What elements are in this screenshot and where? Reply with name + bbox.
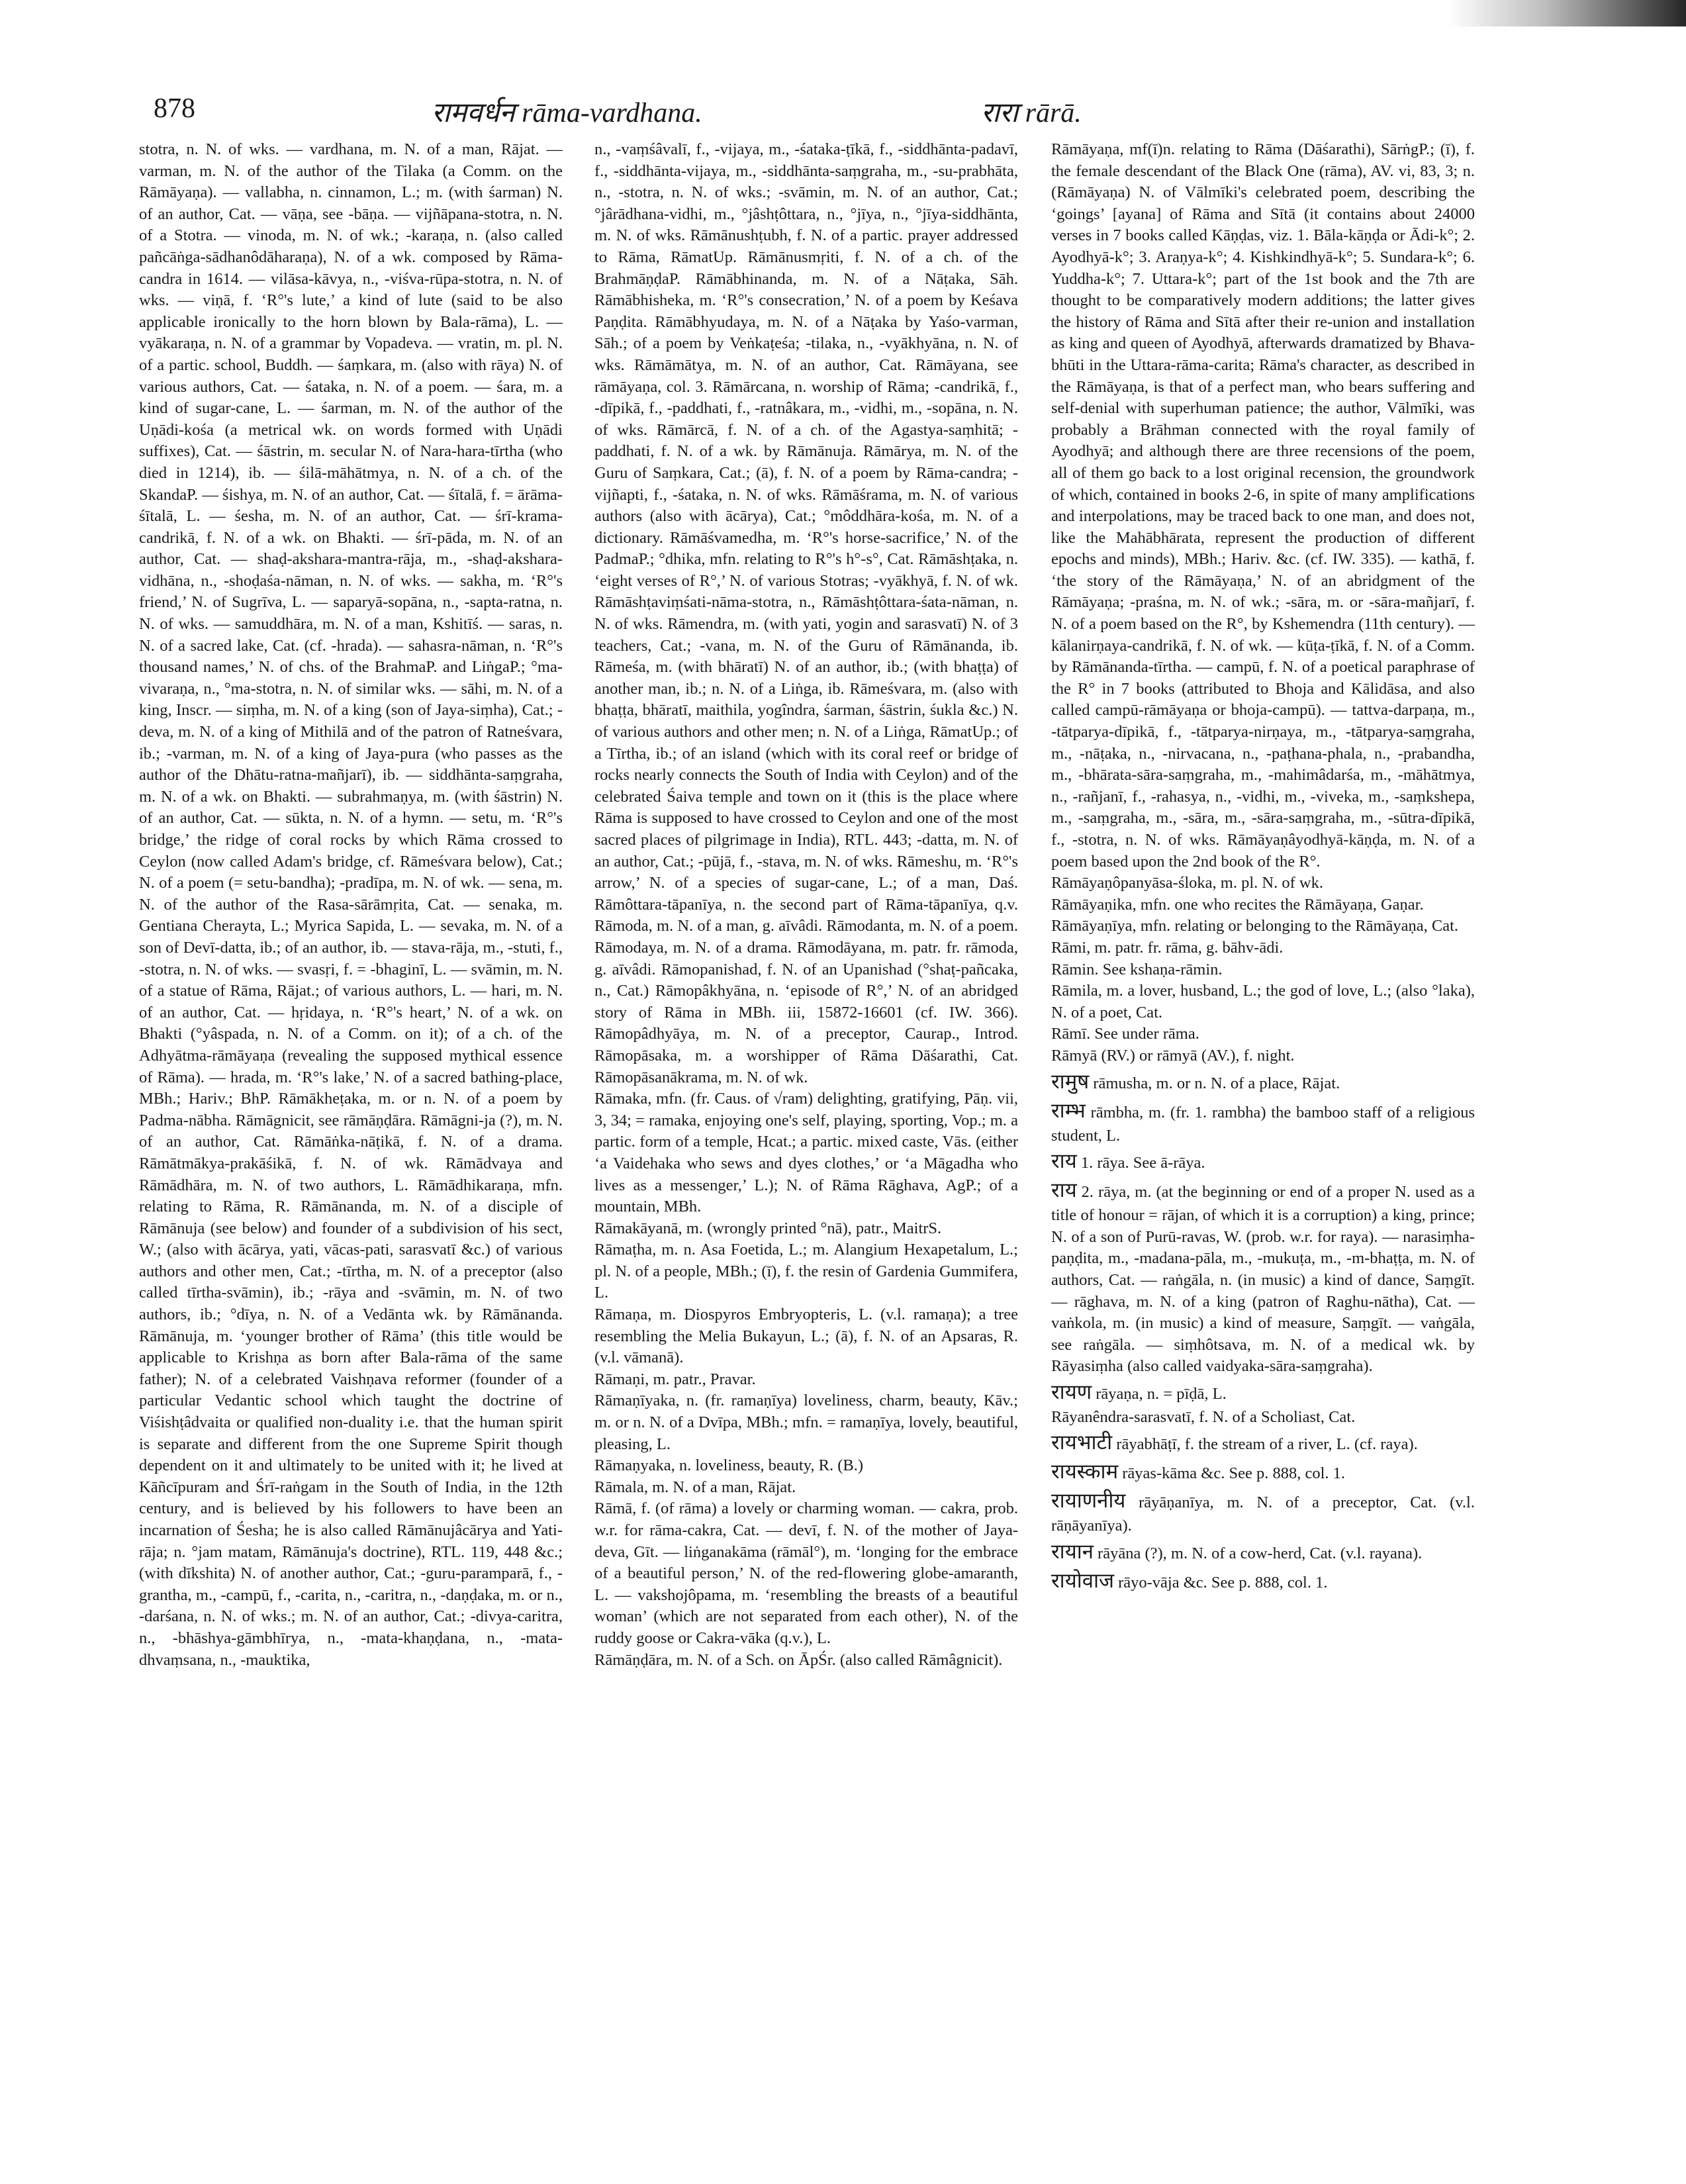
entry-paragraph: रामुष rāmusha, m. or n. N. of a place, Rājat.: [1051, 1069, 1340, 1093]
devanagari-headword: रायस्काम: [1051, 1460, 1119, 1484]
right-running-headword: रारा rārā.: [981, 98, 1082, 128]
entry-paragraph: n., -vaṃśâvalī, f., -vijaya, m., -śataka-ṭīkā, f., -siddhānta-padavī, f., -siddhānta-vijaya, m., -siddhānta-saṃgraha, m., -su-prabhāta, n., -stotra, n. N. of wks.; -svāmin, m. N. of an author, Cat.; °jârādhana-vidhi, m., °jâshṭôttara, n., °jīya, n., °jīya-siddhānta, m. N. of wks. Rāmānushṭubh, f. N. of a partic. prayer addressed to Rāma, RāmatUp. Rāmānusmṛiti, f. N. of a ch. of the BrahmāṇḍaP. Rāmābhinanda, m. N. of a Nāṭaka, Sāh. Rāmābhisheka, m. ‘R°'s consecration,’ N. of a poem by Keśava Paṇḍita. Rāmābhyudaya, m. N. of a Nāṭaka by Yaśo-varman, Sāh.; of a poem by Veṅkaṭeśa; -tilaka, n., -vyākhyāna, n. N. of wks. Rāmāmātya, m. N. of an author, Cat. Rāmāyana, see rāmāyaṇa, col. 3. Rāmārcana, n. worship of Rāma; -candrikā, f., -dīpikā, f., -paddhati, f., -ratnâkara, m., -vidhi, m., -sopāna, n. N. of wks. Rāmārcā, f. N. of a ch. of the Agastya-saṃhitā; -paddhati, f. N. of a wk. by Rāmānuja. Rāmārya, m. N. of the Guru of Saṃkara, Cat.; (ā), f. N. of a poem by Rāma-candra; -vijñapti, f., -śataka, n. N. of wks. Rāmāśrama, m. N. of various authors (also with ācārya), Cat.; °môddhāra-kośa, m. N. of a dictionary. Rāmāśvamedha, m. ‘R°'s horse-sacrifice,’ N. of the PadmaP.; °dhika, mfn. relating to R°'s h°-s°, Cat. Rāmāshṭaka, n. ‘eight verses of R°,’ N. of various Stotras; -vyākhyā, f. N. of wk. Rāmāshṭaviṃśati-nāma-stotra, n., Rāmāshṭôttara-śata-nāman, n. N. of wks. Rāmendra, m. (with yati, yogin and sarasvatī) N. of 3 teachers, Cat.; -vana, m. N. of the Guru of Rāmānanda, ib. Rāmeśa, m. (with bhāratī) N. of an author, ib.; (with bhaṭṭa) of another man, ib.; n. N. of a Liṅga, ib. Rāmeśvara, m. (also with bhaṭṭa, bhāratī, maithila, yogîndra, śarman, śāstrin, śukla &c.) N. of various authors and other men; n. N. of a Liṅga, RāmatUp.; of a Tīrtha, ib.; of an island (which with its coral reef or bridge of rocks nearly connects the South of India with Ceylon) and of the celebrated Śaiva temple and town on it (this is the place where Rāma is supposed to have crossed to Ceylon and one of the most sacred places of pilgrimage in India), RTL. 443; -datta, m. N. of an author, Cat.; -pūjā, f., -stava, m. N. of wks. Rāmeshu, m. ‘R°'s arrow,’ N. of a species of sugar-cane, L.; of a man, Daś. Rāmôttara-tāpanīya, n. the second part of Rāma-tāpanīya, q.v. Rāmoda, m. N. of a man, g. aīvâdi. Rāmodanta, m. N. of a poem. Rāmodaya, m. N. of a drama. Rāmodāyana, m. patr. fr. rāmoda, g. aīvâdi. Rāmopanishad, f. N. of an Upanishad (°shaṭ-pañcaka, n., Cat.) Rāmopâkhyāna, n. ‘episode of R°,’ N. of an abridged story of Rāma in MBh. iii, 15872-16601 (cf. IW. 366). Rāmopâdhyāya, m. N. of a preceptor, Caurap., Introd. Rāmopāsaka, m. a worshipper of Rāma Dāśarathi, Cat. Rāmopāsanākrama, m. N. of wk.: [594, 140, 1018, 1086]
column-3: [1051, 139, 1475, 2152]
devanagari-headword: रायण: [1051, 1380, 1092, 1403]
devanagari-headword: राय: [1051, 1178, 1077, 1202]
entry-paragraph: Rāmaṭha, m. n. Asa Foetida, L.; m. Alangium Hexapetalum, L.; pl. N. of a people, MBh.; (ī), f. the resin of Gardenia Gummifera, L.: [594, 1241, 1018, 1302]
entry-paragraph: Rāmā, f. (of rāma) a lovely or charming woman. — cakra, prob. w.r. for rāma-cakra, Cat. — devī, f. N. of the mother of Jaya-deva, Gīt. — liṅganakāma (rāmāl°), m. ‘longing for the embrace of a beautiful person,’ N. of the red-flowering globe-amaranth, L. — vakshojôpama, m. ‘resembling the breasts of a beautiful woman’ (which are not separated from each other), N. of the ruddy goose or Cakra-vāka (q.v.), L.: [594, 1499, 1018, 1647]
entry-paragraph: रायाणनीय rāyāṇanīya, m. N. of a preceptor, Cat. (v.l. rāṇāyanīya).: [1051, 1489, 1475, 1535]
entry-paragraph: Rāmāyaṇôpanyāsa-śloka, m. pl. N. of wk.: [1051, 874, 1323, 892]
left-running-headword: रामवर्धन rāma-vardhana.: [432, 98, 702, 128]
devanagari-headword: राय: [1051, 1149, 1077, 1173]
devanagari-headword: रायोवाज: [1051, 1569, 1114, 1593]
devanagari-headword: रायाणनीय: [1051, 1489, 1126, 1513]
entry-paragraph: राम्भ rāmbha, m. (fr. 1. rambha) the bamboo staff of a religious student, L.: [1051, 1098, 1475, 1145]
page-header: [154, 93, 1477, 132]
entry-paragraph: राय 1. rāya. See ā-rāya.: [1051, 1149, 1205, 1173]
entry-paragraph: रायान rāyāna (?), m. N. of a cow-herd, Cat. (v.l. rayana).: [1051, 1540, 1423, 1564]
entry-paragraph: रायभाटी rāyabhāṭī, f. the stream of a river, L. (cf. raya).: [1051, 1431, 1418, 1454]
column-1: [139, 139, 563, 2152]
entry-paragraph: Rāmaṇyaka, n. loveliness, beauty, R. (B.): [594, 1456, 863, 1475]
column-2: [594, 139, 1018, 2152]
page-number: 878: [154, 93, 195, 124]
entry-paragraph: Rāmāyaṇika, mfn. one who recites the Rāmāyaṇa, Gaṇar.: [1051, 895, 1424, 914]
entry-paragraph: Rāmila, m. a lover, husband, L.; the god of love, L.; (also °laka), N. of a poet, Cat.: [1051, 982, 1475, 1021]
entry-paragraph: राय 2. rāya, m. (at the beginning or end of a proper N. used as a title of honour = rājan, of which it is a corruption) a king, prince; N. of a son of Purū-ravas, W. (prob. w.r. for raya). — narasiṃha-paṇḍita, m., -madana-pāla, m., -mukuṭa, m., -m-bhaṭṭa, m. N. of authors, Cat. — raṅgāla, n. (in music) a kind of dance, Saṃgīt. — rāghava, m. N. of a king (patron of Raghu-nātha), Cat. — vaṅkola, m. (in music) a kind of measure, Saṃgīt. — vaṅgāla, see raṅgāla. — siṃhôtsava, m. N. of a medical wk. by Rāyasiṃha (also called vaidyaka-sāra-saṃgraha).: [1051, 1178, 1475, 1376]
entry-paragraph: Rāmaṇīyaka, n. (fr. ramaṇīya) loveliness, charm, beauty, Kāv.; m. or n. N. of a Dvīpa, MBh.; mfn. = ramaṇīya, lovely, beautiful, pleasing, L.: [594, 1392, 1018, 1453]
devanagari-headword: रायभाटी: [1051, 1431, 1113, 1454]
entry-paragraph: Rāmaṇa, m. Diospyros Embryopteris, L. (v.l. ramaṇa); a tree resembling the Melia Bukayun, L.; (ā), f. N. of an Apsaras, R. (v.l. vāmanā).: [594, 1306, 1018, 1367]
entry-paragraph: रायोवाज rāyo-vāja &c. See p. 888, col. 1.: [1051, 1569, 1328, 1593]
entry-paragraph: Rāmāyaṇīya, mfn. relating or belonging to the Rāmāyaṇa, Cat.: [1051, 917, 1459, 935]
entry-paragraph: Rāmala, m. N. of a man, Rājat.: [594, 1478, 796, 1496]
entry-paragraph: Rāmakāyanā, m. (wrongly printed °nā), patr., MaitrS.: [594, 1219, 942, 1237]
scan-edge-shadow: [1448, 0, 1686, 26]
entry-paragraph: Rāmaṇi, m. patr., Pravar.: [594, 1370, 756, 1388]
devanagari-headword: रामुष: [1051, 1069, 1090, 1093]
entry-paragraph: Rāmyā (RV.) or rāmyā (AV.), f. night.: [1051, 1046, 1295, 1065]
entry-paragraph: Rāmin. See kshaṇa-rāmin.: [1051, 960, 1223, 978]
entry-paragraph: Rāmī. See under rāma.: [1051, 1025, 1199, 1043]
dictionary-columns: [139, 139, 1476, 2152]
entry-paragraph: रायस्काम rāyas-kāma &c. See p. 888, col. 1.: [1051, 1460, 1346, 1484]
entry-paragraph: रायण rāyaṇa, n. = pīḍā, L.: [1051, 1380, 1227, 1403]
entry-paragraph: Rāmi, m. patr. fr. rāma, g. bāhv-ādi.: [1051, 938, 1284, 957]
entry-paragraph: Rāyanêndra-sarasvatī, f. N. of a Scholiast, Cat.: [1051, 1407, 1356, 1426]
devanagari-headword: रायान: [1051, 1540, 1094, 1564]
devanagari-headword: राम्भ: [1051, 1098, 1086, 1122]
entry-paragraph: Rāmaka, mfn. (fr. Caus. of √ram) delighting, gratifying, Pāṇ. vii, 3, 34; = ramaka, enjoying one's self, playing, sporting, Vop.; m. a partic. form of a temple, Hcat.; a partic. mixed caste, Vās. (either ‘a Vaidehaka who sews and dyes clothes,’ or ‘a Māgadha who lives as a messenger,’ L.); N. of Rāma Rāghava, AgP.; of a mountain, MBh.: [594, 1090, 1018, 1216]
entry-paragraph: Rāmāyaṇa, mf(ī)n. relating to Rāma (Dāśarathi), SārṅgP.; (ī), f. the female descendant of the Black One (rāma), AV. vi, 83, 3; n. (Rāmāyaṇa) N. of Vālmīki's celebrated poem, describing the ‘goings’ [ayana] of Rāma and Sītā (it contains about 24000 verses in 7 books called Kāṇḍas, viz. 1. Bāla-kāṇḍa or Ādi-k°; 2. Ayodhyā-k°; 3. Araṇya-k°; 4. Kishkindhyā-k°; 5. Sundara-k°; 6. Yuddha-k°; 7. Uttara-k°; part of the 1st book and the 7th are thought to be comparatively modern additions; the latter gives the history of Rāma and Sītā after their re-union and installation as king and queen of Ayodhyā, afterwards dramatized by Bhava-bhūti in the Uttara-rāma-carita; Rāma's character, as described in the Rāmāyaṇa, is that of a perfect man, who bears suffering and self-denial with superhuman patience; the author, Vālmīki, was probably a Brāhman connected with the royal family of Ayodhyā; and although there are three recensions of the poem, all of them go back to a lost original recension, the groundwork of which, contained in books 2-6, in spite of many amplifications and interpolations, may be traced back to one man, and does not, like the Mahābhārata, represent the production of different epochs and minds), MBh.; Hariv. &c. (cf. IW. 335). — kathā, f. ‘the story of the Rāmāyaṇa,’ N. of an abridgment of the Rāmāyaṇa; -praśna, m. N. of wk.; -sāra, m. or -sāra-mañjarī, f. N. of a poem based on the R°, by Kshemendra (11th century). — kālanirṇaya-candrikā, f. N. of wk. — kūṭa-ṭīkā, f. N. of a Comm. by Rāmānanda-tīrtha. — campū, f. N. of a poetical paraphrase of the R° in 7 books (attributed to Bhoja and Kālidāsa, and also called campū-rāmāyaṇa or bhoja-campū). — tattva-darpaṇa, m., -tātparya-dīpikā, f., -tātparya-nirṇaya, m., -tātparya-saṃgraha, m., -nāṭaka, n., -nirvacana, n., -paṭhana-phala, n., -prabandha, m., -bhārata-sāra-saṃgraha, m., -mahimâdarśa, m., -māhātmya, n., -rañjanī, f., -rahasya, n., -vidhi, m., -viveka, m., -saṃkshepa, m., -saṃgraha, m., -sāra, m., -sāra-saṃgraha, m., -sūtra-dīpikā, f., -stotra, n. N. of wks. Rāmāyaṇâyodhyā-kāṇḍa, m. N. of a poem based upon the 2nd book of the R°.: [1051, 140, 1475, 871]
entry-paragraph: Rāmāṇḍāra, m. N. of a Sch. on ĀpŚr. (also called Rāmâgnicit).: [594, 1650, 1003, 1669]
entry-paragraph: stotra, n. N. of wks. — vardhana, m. N. of a man, Rājat. — varman, m. N. of the author of the Tilaka (a Comm. on the Rāmāyaṇa). — vallabha, n. cinnamon, L.; m. (with śarman) N. of an author, Cat. — vāṇa, see -bāṇa. — vijñāpana-stotra, n. N. of a Stotra. — vinoda, m. N. of wk.; -karaṇa, n. (also called pañcāṅga-sādhanôdāharaṇa), N. of a wk. composed by Rāma-candra in 1614. — vilāsa-kāvya, n., -viśva-rūpa-stotra, n. N. of wks. — viṇā, f. ‘R°'s lute,’ a kind of lute (said to be also applicable ironically to the horn blown by Bala-rāma), L. — vyākaraṇa, n. N. of a grammar by Vopadeva. — vratin, m. pl. N. of a partic. school, Buddh. — śaṃkara, m. (also with rāya) N. of various authors, Cat. — śataka, n. N. of a poem. — śara, m. a kind of sugar-cane, L. — śarman, m. N. of the author of the Uṇādi-kośa (a metrical wk. on words formed with Uṇādi suffixes), Cat. — śāstrin, m. secular N. of Nara-hara-tīrtha (who died in 1214), ib. — śilā-māhātmya, n. N. of a ch. of the SkandaP. — śishya, m. N. of an author, Cat. — śītalā, f. = ārāma-śītalā, L. — śesha, m. N. of an author, Cat. — śrī-krama-candrikā, f. N. of a wk. on Bhakti. — śrī-pāda, m. N. of an author, Cat. — shaḍ-akshara-mantra-rāja, m., -shaḍ-akshara-vidhāna, n., -shoḍaśa-nāman, n. N. of wks. — sakha, m. ‘R°'s friend,’ N. of Sugrīva, L. — saparyā-sopāna, n., -sapta-ratna, n. N. of wks. — samuddhāra, m. N. of a man, Kshitīś. — saras, n. N. of a sacred lake, Cat. (cf. -hrada). — sahasra-nāman, n. ‘R°'s thousand names,’ N. of chs. of the BrahmaP. and LiṅgaP.; °ma-vivaraṇa, n., °ma-stotra, n. N. of similar wks. — sāhi, m. N. of a king, Inscr. — siṃha, m. N. of a king (son of Jaya-siṃha), Cat.; -deva, m. N. of a king of Mithilā and of the patron of Ratneśvara, ib.; -varman, m. N. of a king of Jaya-pura (who passes as the author of the Dhātu-ratna-mañjarī), ib. — siddhānta-saṃgraha, m. N. of a wk. on Bhakti. — subrahmaṇya, m. (with śāstrin) N. of an author, Cat. — sūkta, n. N. of a hymn. — setu, m. ‘R°'s bridge,’ the ridge of coral rocks by which Rāma crossed to Ceylon (now called Adam's bridge, cf. Rāmeśvara below), Cat.; N. of a poem (= setu-bandha); -pradīpa, m. N. of wk. — sena, m. N. of the author of the Rasa-sārāmṛita, Cat. — senaka, m. Gentiana Cherayta, L.; Myrica Sapida, L. — sevaka, m. N. of a son of Devī-datta, ib.; of an author, ib. — stava-rāja, m., -stuti, f., -stotra, n. N. of wks. — svasṛi, f. = -bhaginī, L. — svāmin, m. N. of a statue of Rāma, Rājat.; of various authors, L. — hari, m. N. of an author, Cat. — hṛidaya, n. ‘R°'s heart,’ N. of a wk. on Bhakti (°yâspada, n. N. of a Comm. on it); of a ch. of the Adhyātma-rāmāyaṇa (revealing the supposed mythical essence of Rāma). — hrada, m. ‘R°'s lake,’ N. of a sacred bathing-place, MBh.; Hariv.; BhP. Rāmākheṭaka, m. or n. N. of a poem by Padma-nābha. Rāmāgnicit, see rāmāṇḍāra. Rāmāgni-ja (?), m. N. of an author, Cat. Rāmāṅka-nāṭikā, f. N. of a drama. Rāmātmākya-prakāśikā, f. N. of wk. Rāmādvaya and Rāmādhāra, m. N. of two authors, L. Rāmādhikaraṇa, mfn. relating to Rāma, R. Rāmānanda, m. N. of a disciple of Rāmānuja (see below) and founder of a subdivision of his sect, W.; (also with ācārya, yati, vācas-pati, sarasvatī &c.) of various authors and other men, Cat.; -tīrtha, m. N. of a preceptor (also called tīrtha-svāmin), ib.; -rāya and -svāmin, m. N. of two authors, ib.; °dīya, n. N. of a Vedānta wk. by Rāmānanda. Rāmānuja, m. ‘younger brother of Rāma’ (this title would be applicable to Krishṇa as born after Bala-rāma of the same father); N. of a celebrated Vaishṇava reformer (founder of a particular Vedantic school which taught the doctrine of Viśishṭâdvaita or qualified non-duality i.e. that the human spirit is separate and different from the one Supreme Spirit though dependent on it and ultimately to be united with it; he lived at Kāñcīpuram and Śrī-raṅgam in the South of India, in the 12th century, and is believed by his followers to have been an incarnation of Śesha; he is also called Rāmānujâcārya and Yati-rāja; n. °jam matam, Rāmānuja's doctrine), RTL. 119, 448 &c.; (with dīkshita) N. of another author, Cat.; -guru-paramparā, f., -grantha, m., -campū, f., -carita, n., -caritra, n., -daṇḍaka, m. or n., -darśana, n. N. of wks.; m. N. of an author, Cat.; -divya-caritra, n., -bhāshya-gāmbhīrya, n., -mata-khaṇḍana, n., -mata-dhvaṃsana, n., -mauktika,: [139, 140, 563, 1669]
